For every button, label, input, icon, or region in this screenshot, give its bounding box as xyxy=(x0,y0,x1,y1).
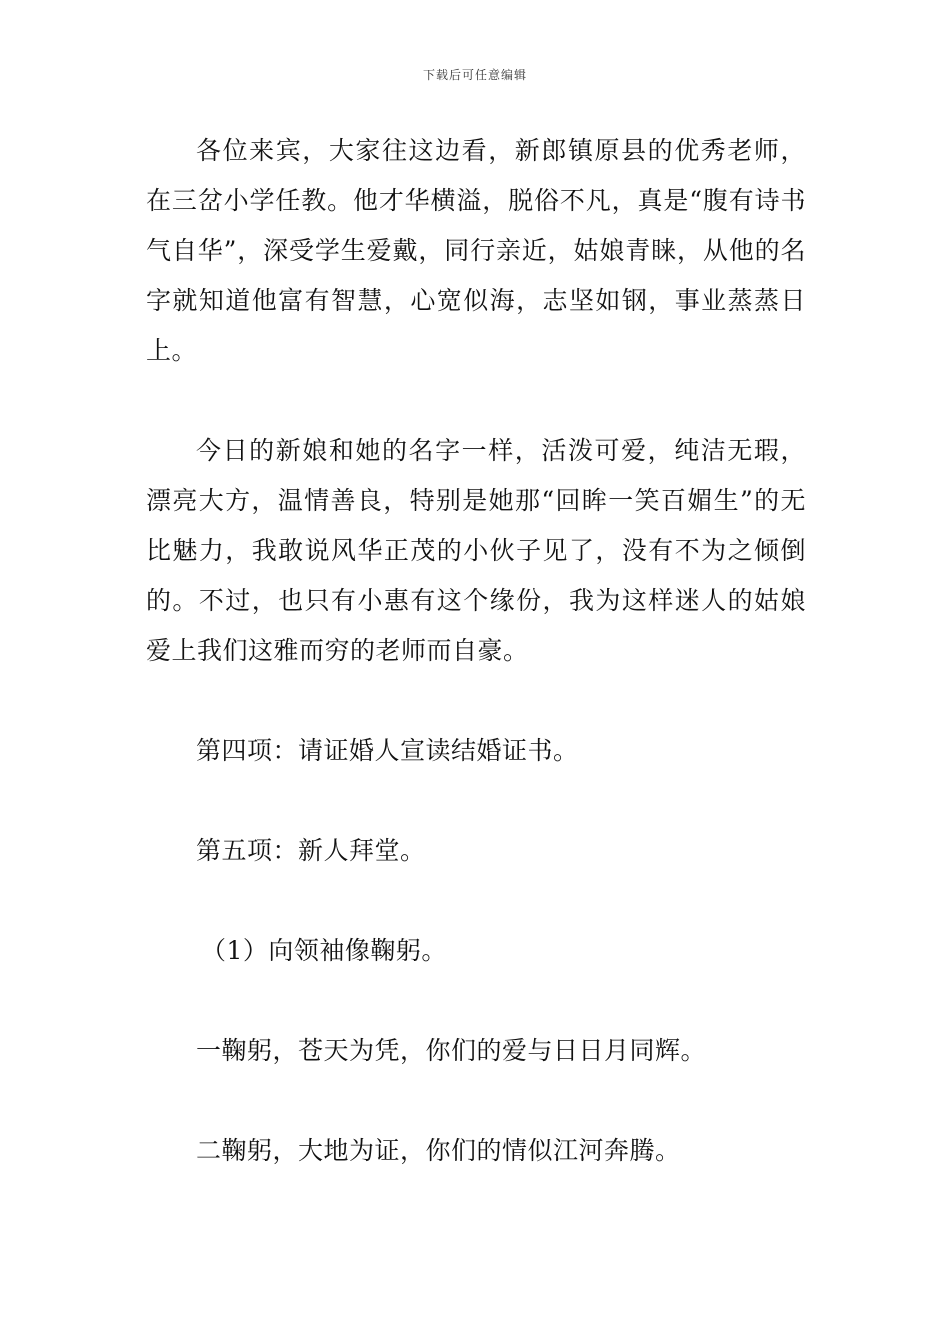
document-body xyxy=(146,126,806,1226)
paragraph-bride-intro: 今日的新娘和她的名字一样，活泼可爱，纯洁无瑕，漂亮大方，温情善良，特别是她那“回眸一笑百媚生”的无比魅力，我敢说风华正茂的小伙子见了，没有不为之倾倒的。不过，也只有小惠有这个缘份，我为这样迷人的姑娘爱上我们这雅而穷的老师而自豪。 xyxy=(146,436,806,665)
paragraph-groom-intro: 各位来宾，大家往这边看，新郎镇原县的优秀老师，在三岔小学任教。他才华横溢，脱俗不凡，真是“腹有诗书气自华”，深受学生爱戴，同行亲近，姑娘青睐，从他的名字就知道他富有智慧，心宽似海，志坚如钢，事业蒸蒸日上。 xyxy=(146,136,806,365)
bow-two: 二鞠躬，大地为证，你们的情似江河奔腾。 xyxy=(196,1136,681,1165)
sub-item-one: （1）向领袖像鞠躬。 xyxy=(201,936,447,965)
item-four: 第四项：请证婚人宣读结婚证书。 xyxy=(196,736,579,765)
bow-one: 一鞠躬，苍天为凭，你们的爱与日日月同辉。 xyxy=(196,1036,707,1065)
item-five: 第五项：新人拜堂。 xyxy=(196,836,426,865)
header-note: 下载后可任意编辑 xyxy=(422,68,527,82)
